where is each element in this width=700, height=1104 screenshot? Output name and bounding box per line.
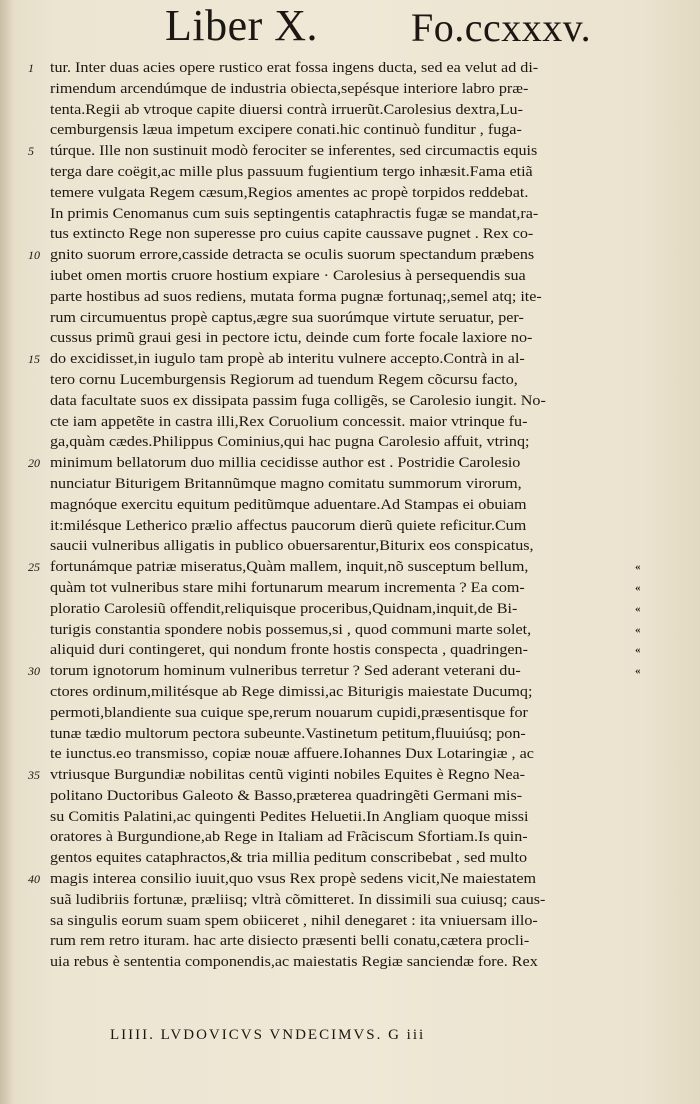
text-line	[50, 724, 615, 745]
line-text: cemburgensis læua impetum excipere conati.hic continuò funditur , fuga-	[50, 121, 522, 139]
line-text: vtriusque Burgundiæ nobilitas centũ viginti nobiles Equites è Regno Nea-	[50, 766, 526, 784]
line-text: tur. Inter duas acies opere rustico erat fossa ingens ducta, sed ea velut ad di-	[50, 59, 539, 76]
line-text: gnito suorum errore,casside detracta se oculis suorum spectandum præbens	[50, 246, 535, 264]
text-line	[50, 807, 615, 828]
line-text: it:milésque Letherico prælio affectus paucorum dierũ quiete reficitur.Cum	[50, 516, 527, 534]
line-text: terga dare coëgit,ac mille plus passuum fugientium tergo inhæsit.Fama etiã	[50, 162, 533, 180]
text-line	[50, 682, 615, 703]
line-text: oratores à Burgundione,ab Rege in Italiam ad Frãciscum Sfortiam.Is quin-	[50, 828, 528, 846]
line-number: 30	[28, 664, 40, 679]
line-text: nunciatur Biturigem Britannũmque magno comitatu summorum virorum,	[50, 474, 522, 492]
line-text: cussus primũ graui gesi in pectore ictu, deinde cum forte focale laxiore no-	[50, 329, 533, 347]
text-line	[50, 183, 615, 204]
line-text: tus extincto Rege non superesse pro cuius capite caussave pugnet . Rex co-	[50, 225, 534, 243]
quotation-mark: «	[635, 623, 641, 636]
text-line	[50, 287, 615, 308]
text-line	[50, 266, 615, 287]
line-number: 10	[28, 248, 40, 263]
text-line	[50, 599, 641, 620]
line-text: ga,quàm cædes.Philippus Cominius,qui hac pugna Carolesio affuit, vtrinq;	[50, 433, 530, 451]
line-number: 15	[28, 352, 40, 367]
line-text: gentos equites cataphractos,& tria millia peditum conscribebat , sed multo	[50, 849, 528, 867]
text-line	[28, 765, 615, 786]
line-text: te iunctus.eo transmisso, copiæ nouæ affuere.Iohannes Dux Lotaringiæ , ac	[50, 745, 534, 763]
text-line	[50, 328, 615, 349]
text-line	[50, 474, 615, 495]
text-line	[50, 79, 615, 100]
line-text: suã ludibriis fortunæ, præliisq; vltrà cõmitteret. In dissimili sua cuiusq; caus-	[50, 890, 546, 908]
text-line	[50, 432, 615, 453]
line-text: saucii vulneribus alligatis in publico obuersarentur,Biturix eos conspicatus,	[50, 537, 534, 555]
line-text: túrque. Ille non sustinuit modò ferociter se inferentes, sed circumactis equis	[50, 142, 538, 160]
text-line	[50, 890, 615, 911]
text-line	[50, 827, 615, 848]
line-text: turigis constantia spondere nobis possemus,si , quod communi marte solet,	[50, 620, 532, 638]
line-text: tunæ tædio multorum pectora subeunte.Vastinetum petitum,fluuiúsq; pon-	[50, 724, 526, 742]
line-number: 35	[28, 768, 40, 783]
line-text: uia rebus è sententia componendis,ac maiestatis Regiæ sanciendæ fore. Rex	[50, 953, 538, 971]
text-line	[50, 911, 615, 932]
text-line	[50, 370, 615, 391]
line-text: In primis Cenomanus cum suis septingentis cataphractis fugæ se mandat,ra-	[50, 204, 539, 222]
text-line	[50, 308, 615, 329]
text-line	[28, 557, 641, 578]
line-text: parte hostibus ad suos rediens, mutata forma pugnæ fortunaq;,semel atq; ite-	[50, 287, 542, 305]
text-line	[50, 391, 615, 412]
text-line	[50, 744, 615, 765]
line-text: fortunámque patriæ miseratus,Quàm mallem, inquit,nõ susceptum bellum,	[50, 558, 529, 576]
text-line	[28, 141, 615, 162]
line-text: cte iam appetẽte in castra illi,Rex Coruolium concessit. maior vtrinque fu-	[50, 412, 528, 430]
text-line	[50, 703, 615, 724]
body-text	[28, 58, 641, 973]
text-line	[50, 620, 641, 641]
line-text: temere vulgata Regem cæsum,Regios amentes ac propè torpidos reddebat.	[50, 183, 529, 201]
line-text: magis interea consilio iuuit,quo vsus Rex propè sedens vicit,Ne maiestatem	[50, 870, 536, 888]
line-text: permoti,blandiente sua cuique spe,rerum nouarum cupidi,præsentisque for	[50, 703, 528, 721]
line-text: rum rem retro ituram. hac arte disiecto præsenti belli conatu,cætera procli-	[50, 932, 530, 950]
text-line	[50, 224, 615, 245]
text-line	[50, 578, 641, 599]
gutter-shadow	[0, 0, 14, 1104]
quotation-mark: «	[635, 602, 641, 615]
line-text: sa singulis eorum suam spem obiiceret , nihil denegaret : ita vniuersam illo-	[50, 911, 538, 929]
line-text: torum ignotorum hominum vulneribus terretur ? Sed aderant veterani du-	[50, 662, 521, 680]
line-text: politano Ductoribus Galeoto & Basso,præterea quadringẽti Germani mis-	[50, 786, 523, 804]
running-header	[0, 0, 700, 60]
text-line	[50, 162, 615, 183]
text-line	[50, 495, 615, 516]
text-line	[28, 58, 615, 79]
line-text: aliquid duri contingeret, qui nondum fronte hostis conspecta , quadringen-	[50, 641, 528, 659]
text-line	[50, 952, 615, 973]
line-number: 40	[28, 872, 40, 887]
line-text: rimendum arcendúmque de industria obiecta,sepésque interiore labro præ-	[50, 79, 529, 97]
text-line	[28, 661, 641, 682]
quotation-mark: «	[635, 644, 641, 657]
text-line	[50, 931, 615, 952]
text-line	[50, 786, 615, 807]
line-text: tero cornu Lucemburgensis Regiorum ad tuendum Regem cõcursu facto,	[50, 370, 518, 388]
line-text: ploratio Carolesiũ offendit,reliquisque proceribus,Quidnam,inquit,de Bi-	[50, 599, 518, 617]
book-title: Liber X.	[165, 1, 319, 50]
line-text: su Comitis Palatini,ac quingenti Pedites Heluetii.In Angliam quoque missi	[50, 807, 529, 825]
line-text: iubet omen mortis cruore hostium expiare · Carolesius à persequendis sua	[50, 266, 526, 284]
text-line	[28, 453, 615, 474]
text-line	[50, 516, 615, 537]
line-text: rum circumuentus propè captus,ægre sua suorúmque virtute seruatur, per-	[50, 308, 524, 326]
quotation-mark: «	[635, 561, 641, 574]
line-text: magnóque exercitu equitum peditũmque aduentare.Ad Stampas ei obuiam	[50, 495, 527, 513]
text-line	[50, 100, 615, 121]
line-number: 5	[28, 144, 34, 159]
text-line	[28, 245, 615, 266]
quotation-mark: «	[635, 665, 641, 678]
line-text: tenta.Regii ab vtroque capite diuersi contrà irruerũt.Carolesius dextra,Lu-	[50, 100, 523, 118]
line-text: minimum bellatorum duo millia cecidisse author est . Postridie Carolesio	[50, 454, 521, 472]
text-line	[28, 349, 615, 370]
folio-number: Fo.ccxxxv.	[411, 5, 592, 50]
line-text: quàm tot vulneribus stare mihi fortunarum mearum incrementa ? Ea com-	[50, 578, 525, 596]
text-line	[50, 848, 615, 869]
line-number: 25	[28, 560, 40, 575]
line-number: 1	[28, 61, 34, 75]
text-line	[50, 412, 615, 433]
quotation-mark: «	[635, 581, 641, 594]
line-number: 20	[28, 456, 40, 471]
text-line	[28, 869, 615, 890]
line-text: ctores ordinum,militésque ab Rege dimissi,ac Biturigis maiestate Ducumq;	[50, 682, 533, 700]
text-line	[50, 536, 615, 557]
text-line	[50, 640, 641, 661]
page-footer: LIIII. LVDOVICVS VNDECIMVS. G iii	[110, 1027, 426, 1043]
line-text: data facultate suos ex dissipata passim fuga colligẽs, se Carolesio iungit. No-	[50, 391, 546, 409]
text-line	[50, 120, 615, 141]
line-text: do excidisset,in iugulo tam propè ab interitu vulnere accepto.Contrà in al-	[50, 350, 525, 368]
text-line	[50, 204, 615, 225]
